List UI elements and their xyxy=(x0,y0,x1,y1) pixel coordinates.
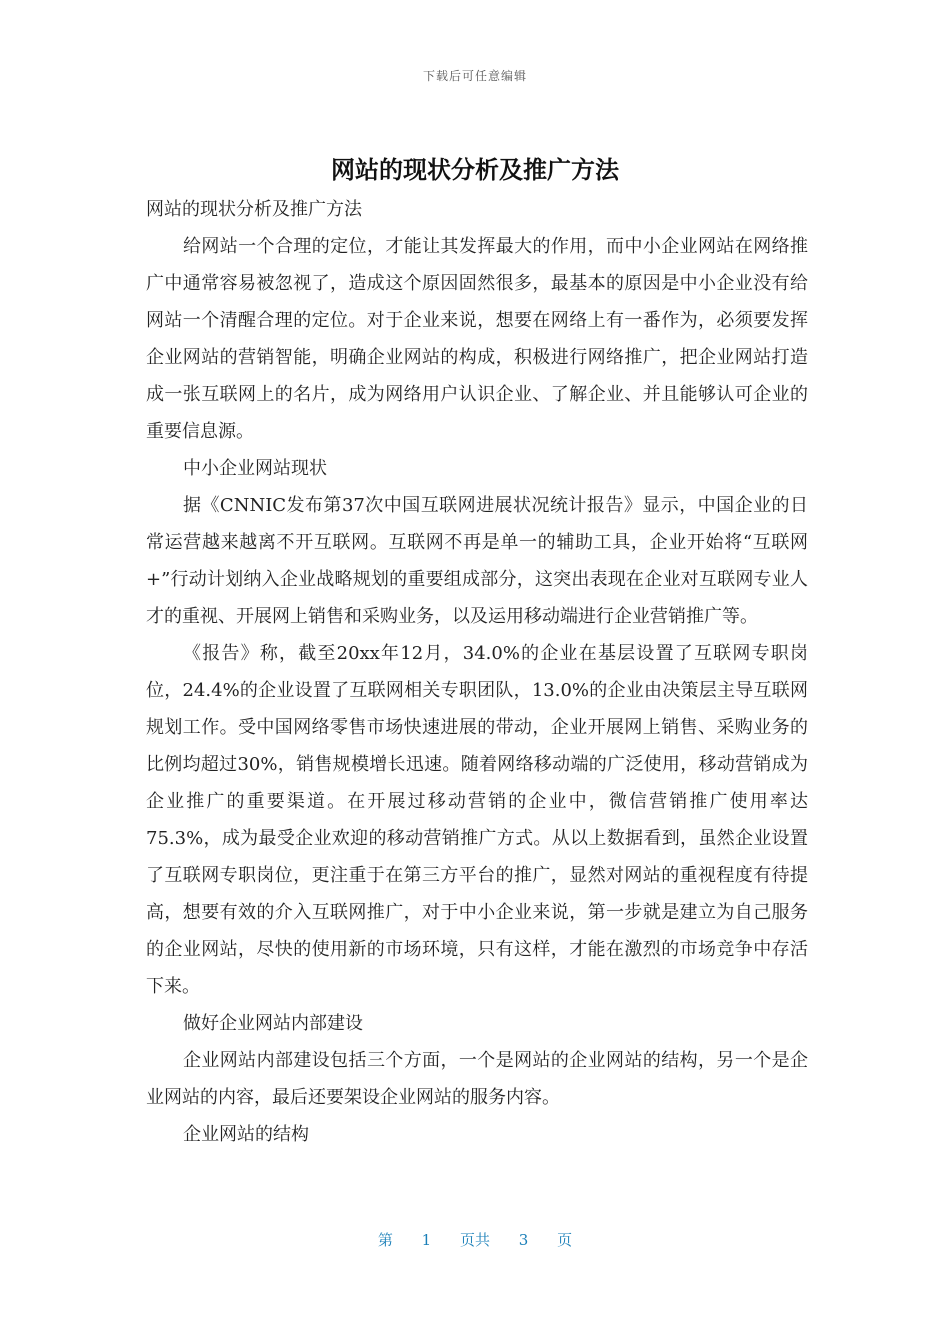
section-heading: 企业网站的结构 xyxy=(183,1124,309,1145)
footer-current-page: 1 xyxy=(421,1231,432,1249)
section-heading: 做好企业网站内部建设 xyxy=(183,1013,363,1034)
footer-total-pages: 3 xyxy=(518,1231,529,1249)
paragraph: 据《CNNIC发布第37次中国互联网进展状况统计报告》显示，中国企业的日常运营越来越离不开互联网。互联网不再是单一的辅助工具，企业开始将“互联网+”行动计划纳入企业战略规划的重要组成部分，这突出表现在企业对互联网专业人才的重视、开展网上销售和采购业务，以及运用移动端进行企业营销推广等。 xyxy=(146,495,808,627)
footer-label-of: 页共 xyxy=(459,1231,490,1249)
document-body xyxy=(146,191,808,1153)
paragraph: 给网站一个合理的定位，才能让其发挥最大的作用，而中小企业网站在网络推广中通常容易被忽视了，造成这个原因固然很多，最基本的原因是中小企业没有给网站一个清醒合理的定位。对于企业来说，想要在网络上有一番作为，必须要发挥企业网站的营销智能，明确企业网站的构成，积极进行网络推广，把企业网站打造成一张互联网上的名片，成为网络用户认识企业、了解企业、并且能够认可企业的重要信息源。 xyxy=(146,236,808,442)
footer-label-page: 第 xyxy=(377,1231,393,1249)
footer-label-suffix: 页 xyxy=(557,1231,573,1249)
page-number-footer xyxy=(0,1229,950,1250)
paragraph: 企业网站内部建设包括三个方面，一个是网站的企业网站的结构，另一个是企业网站的内容，最后还要架设企业网站的服务内容。 xyxy=(146,1050,808,1108)
header-note: 下载后可任意编辑 xyxy=(422,69,527,83)
paragraph: 网站的现状分析及推广方法 xyxy=(146,199,362,220)
paragraph: 《报告》称，截至20xx年12月，34.0%的企业在基层设置了互联网专职岗位，24.4%的企业设置了互联网相关专职团队，13.0%的企业由决策层主导互联网规划工作。受中国网络零售市场快速进展的带动，企业开展网上销售、采购业务的比例均超过30%，销售规模增长迅速。随着网络移动端的广泛使用，移动营销成为企业推广的重要渠道。在开展过移动营销的企业中，微信营销推广使用率达75.3%，成为最受企业欢迎的移动营销推广方式。从以上数据看到，虽然企业设置了互联网专职岗位，更注重于在第三方平台的推广，显然对网站的重视程度有待提高，想要有效的介入互联网推广，对于中小企业来说，第一步就是建立为自己服务的企业网站，尽快的使用新的市场环境，只有这样，才能在激烈的市场竞争中存活下来。 xyxy=(146,643,808,997)
document-title: 网站的现状分析及推广方法 xyxy=(331,156,619,184)
section-heading: 中小企业网站现状 xyxy=(183,458,327,479)
